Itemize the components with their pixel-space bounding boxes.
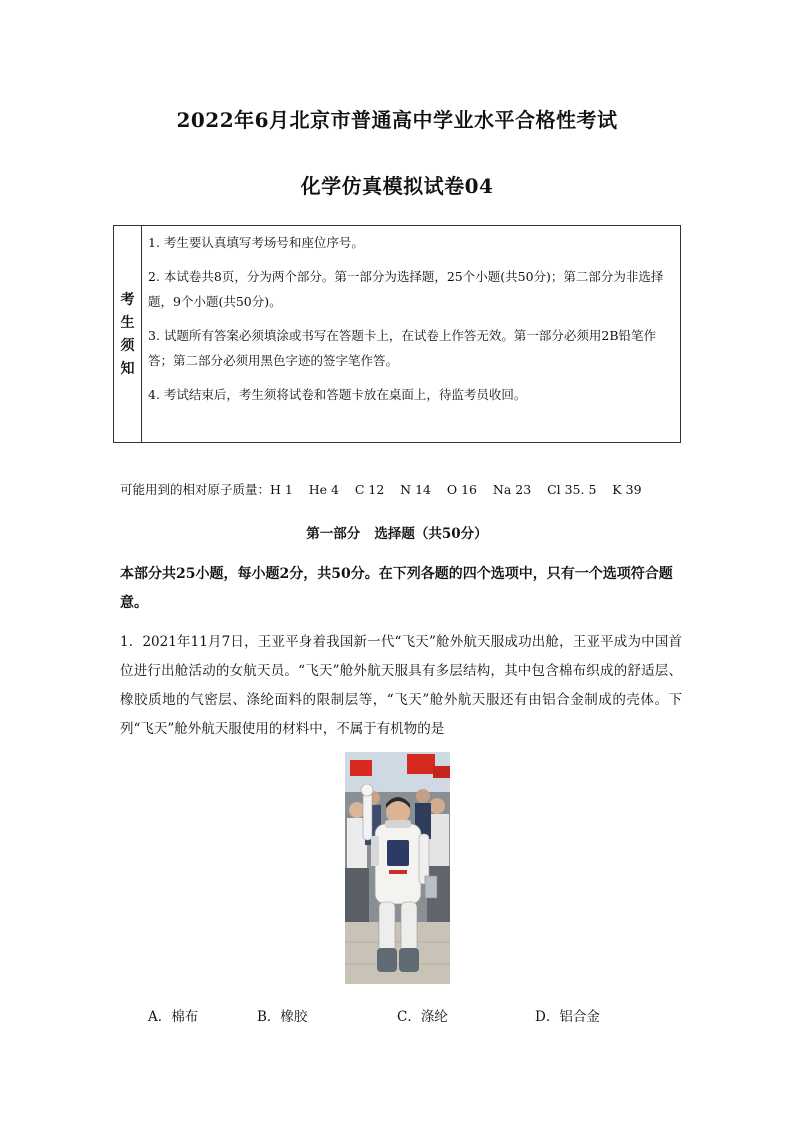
astronaut-photo [345,752,450,984]
question-1-text: 1．2021年11月7日，王亚平身着我国新一代“飞天”舱外航天服成功出舱，王亚平成为中国首位进行出舱活动的女航天员。“飞天”舱外航天服具有多层结构，其中包含棉布织成的舒适层、橡胶质地的气密层、涤纶面料的限制层等，“飞天”舱外航天服还有由铝合金制成的壳体。下列“飞天”舱外航天服使用的材料中，不属于有机物的是 [120,634,682,737]
atomic-masses-line: 可能用到的相对原子质量：H 1 He 4 C 12 N 14 O 16 Na 23 Cl 35. 5 K 39 [120,482,642,497]
notice-label-char: 须 [120,337,135,354]
notice-label [114,226,142,442]
notice-label-char: 生 [120,314,135,331]
paper-title-line2: 化学仿真模拟试卷04 [300,174,494,198]
question-1-options [0,1005,794,1027]
exam-notice-box [113,225,681,443]
notice-item: 1. 考生要认真填写考场号和座位序号。 [148,235,364,250]
notice-item: 2. 本试卷共8页，分为两个部分。第一部分为选择题，25个小题(共50分)；第二部分为非选择题，9个小题(共50分)。 [148,269,664,309]
notice-label-char: 知 [120,360,135,377]
paper-title-line1: 2022年6月北京市普通高中学业水平合格性考试 [176,108,618,132]
section-description: 本部分共25小题，每小题2分，共50分。在下列各题的四个选项中，只有一个选项符合题意。 [120,566,673,611]
notice-content [142,226,680,442]
notice-label-char: 考 [120,291,135,308]
option-b: B．橡胶 [257,1009,308,1025]
option-a: A．棉布 [148,1009,199,1025]
option-d: D．铝合金 [535,1009,600,1025]
section-title: 第一部分 选择题（共50分） [306,526,488,542]
notice-item: 4. 考试结束后，考生须将试卷和答题卡放在桌面上，待监考员收回。 [148,387,527,402]
option-c: C．涤纶 [397,1009,448,1025]
notice-item: 3. 试题所有答案必须填涂或书写在答题卡上，在试卷上作答无效。第一部分必须用2B铅笔作答；第二部分必须用黑色字迹的签字笔作答。 [148,328,657,368]
